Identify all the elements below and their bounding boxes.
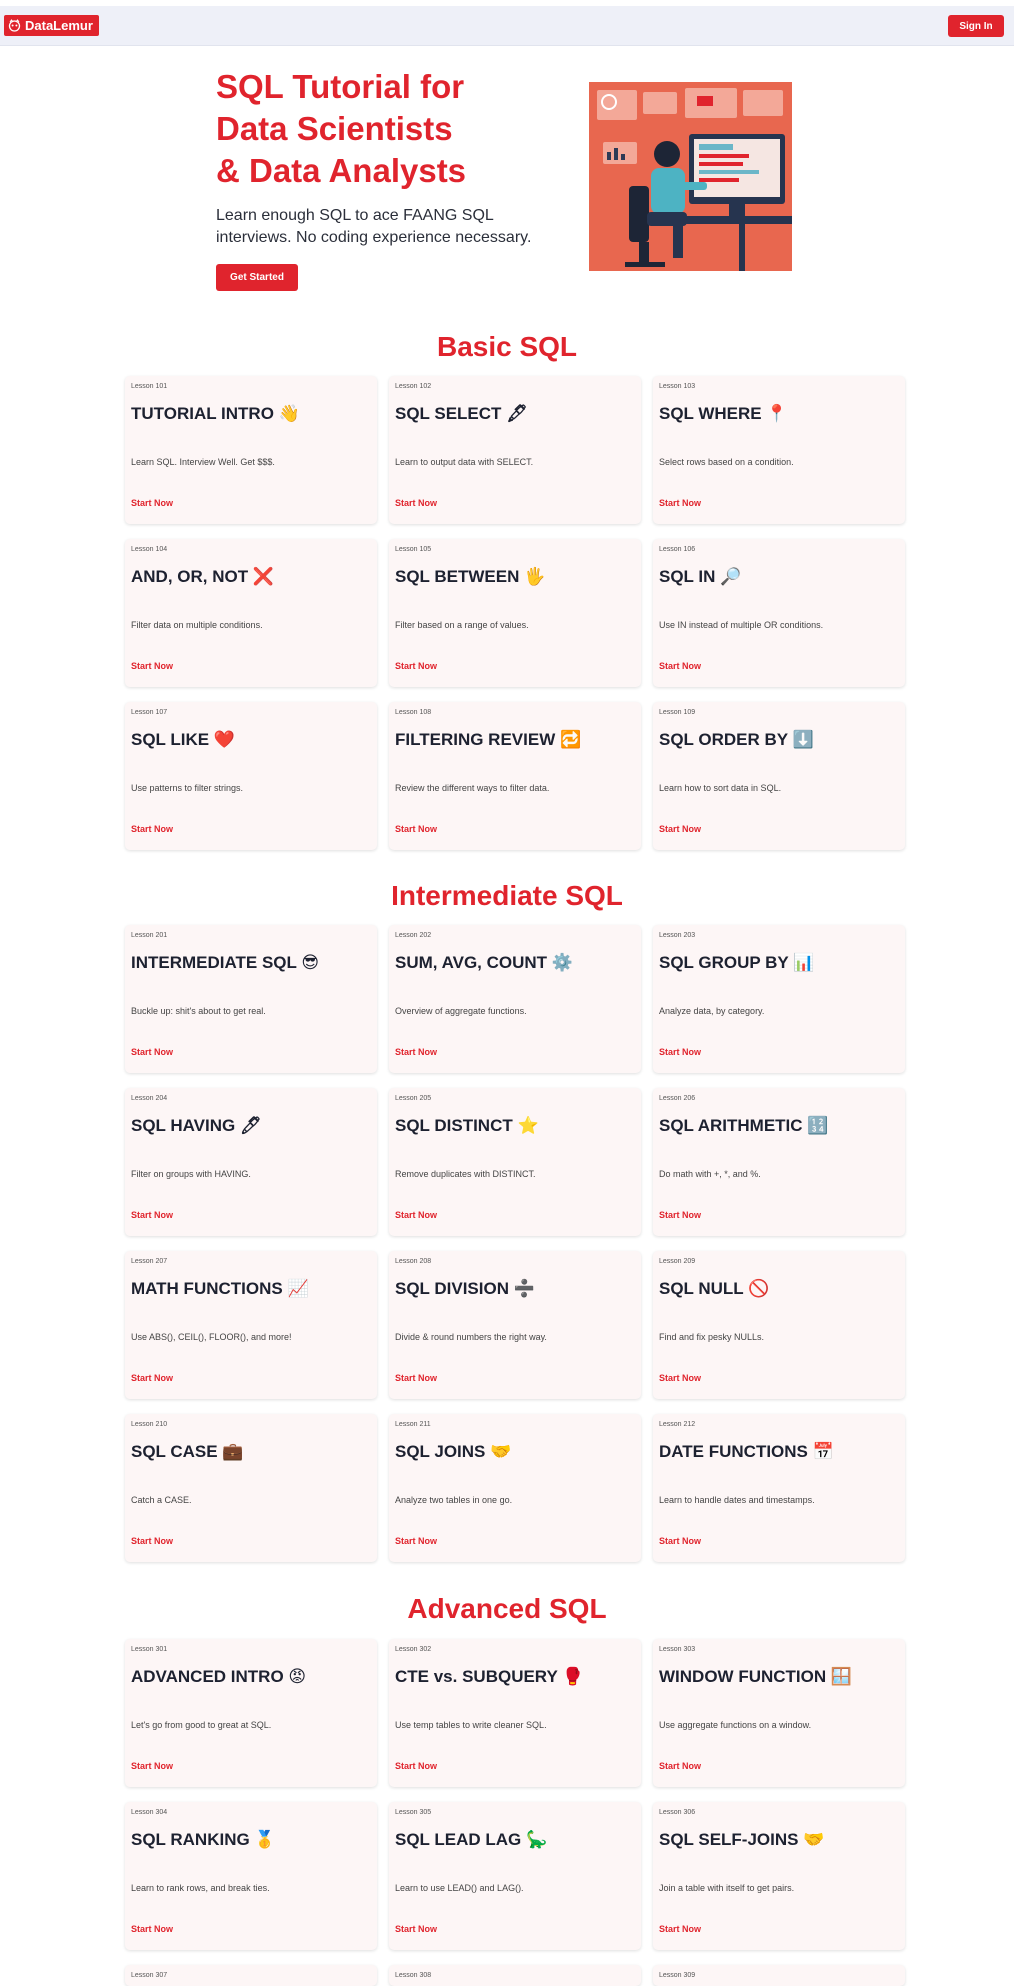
lesson-title: AND, OR, NOT ❌ <box>131 567 274 586</box>
lesson-description: Filter data on multiple conditions. <box>131 620 263 630</box>
lesson-card[interactable] <box>653 376 905 524</box>
start-now-link[interactable]: Start Now <box>659 498 702 508</box>
lesson-title: SQL SELF-JOINS 🤝 <box>659 1830 825 1849</box>
hero-title-line: Data Scientists <box>216 110 453 147</box>
start-now-link[interactable]: Start Now <box>131 1210 174 1220</box>
lemur-icon <box>8 19 21 32</box>
start-now-link[interactable]: Start Now <box>659 1373 702 1383</box>
hero-title-line: & Data Analysts <box>216 152 467 189</box>
lesson-description: Learn to output data with SELECT. <box>395 457 534 467</box>
lesson-card[interactable] <box>389 539 641 687</box>
start-now-link[interactable]: Start Now <box>131 661 174 671</box>
lesson-card[interactable] <box>653 539 905 687</box>
lesson-card[interactable] <box>125 1251 377 1399</box>
lesson-card[interactable] <box>653 1251 905 1399</box>
lesson-card[interactable] <box>125 376 377 524</box>
lesson-description: Join a table with itself to get pairs. <box>659 1883 795 1893</box>
lesson-title: SQL ARITHMETIC 🔢 <box>659 1116 829 1135</box>
lesson-description: Buckle up: shit's about to get real. <box>131 1006 266 1016</box>
start-now-link[interactable]: Start Now <box>131 824 174 834</box>
lesson-number: Lesson 106 <box>659 546 696 553</box>
lesson-title: INTERMEDIATE SQL 😎 <box>131 953 320 972</box>
lesson-number: Lesson 104 <box>131 546 168 553</box>
lesson-card[interactable] <box>125 1965 377 1986</box>
start-now-link[interactable]: Start Now <box>395 498 438 508</box>
lesson-title: SUM, AVG, COUNT ⚙️ <box>395 953 573 972</box>
lesson-number: Lesson 302 <box>395 1646 432 1653</box>
lesson-title: SQL HAVING 🖊 <box>131 1116 262 1135</box>
top-navbar <box>0 6 1014 46</box>
lesson-title: MATH FUNCTIONS 📈 <box>131 1279 309 1298</box>
hero-subtitle-line: Learn enough SQL to ace FAANG SQL <box>216 207 494 224</box>
lesson-description: Use patterns to filter strings. <box>131 783 244 793</box>
section-title-advanced-sql: Advanced SQL <box>407 1593 607 1624</box>
lesson-title: WINDOW FUNCTION 🪟 <box>659 1667 853 1686</box>
sign-in-button[interactable]: Sign In <box>948 15 1004 37</box>
lesson-description: Analyze two tables in one go. <box>395 1495 513 1505</box>
start-now-link[interactable]: Start Now <box>395 824 438 834</box>
lesson-title: SQL WHERE 📍 <box>659 404 788 423</box>
lesson-number: Lesson 308 <box>395 1972 432 1979</box>
lesson-card[interactable] <box>653 1639 905 1787</box>
lesson-number: Lesson 105 <box>395 546 432 553</box>
lesson-description: Catch a CASE. <box>131 1495 192 1505</box>
lesson-description: Find and fix pesky NULLs. <box>659 1332 765 1342</box>
start-now-link[interactable]: Start Now <box>395 1536 438 1546</box>
lesson-card[interactable] <box>125 1414 377 1562</box>
lesson-card[interactable] <box>653 925 905 1073</box>
lesson-description: Analyze data, by category. <box>659 1006 765 1016</box>
lesson-title: TUTORIAL INTRO 👋 <box>131 404 300 423</box>
start-now-link[interactable]: Start Now <box>395 661 438 671</box>
lesson-description: Learn to handle dates and timestamps. <box>659 1495 815 1505</box>
lesson-title: SQL BETWEEN 🖐 <box>395 567 546 586</box>
lesson-description: Learn how to sort data in SQL. <box>659 783 782 793</box>
lesson-title: SQL LEAD LAG 🦕 <box>395 1830 548 1849</box>
lesson-number: Lesson 306 <box>659 1809 696 1816</box>
lesson-card[interactable] <box>125 1088 377 1236</box>
hero-subtitle-line: interviews. No coding experience necessary. <box>216 229 532 246</box>
lesson-card[interactable] <box>653 1965 905 1986</box>
lesson-description: Filter based on a range of values. <box>395 620 529 630</box>
lesson-number: Lesson 207 <box>131 1258 168 1265</box>
lesson-description: Do math with +, *, and %. <box>659 1169 761 1179</box>
lesson-card[interactable] <box>653 1414 905 1562</box>
hero-title-line: SQL Tutorial for <box>216 68 465 105</box>
lesson-title: SQL JOINS 🤝 <box>395 1442 512 1461</box>
start-now-link[interactable]: Start Now <box>131 1924 174 1934</box>
hero-subtitle <box>216 205 576 249</box>
hero-title <box>216 66 546 192</box>
start-now-link[interactable]: Start Now <box>395 1047 438 1057</box>
lesson-card[interactable] <box>389 1639 641 1787</box>
lesson-card[interactable] <box>125 539 377 687</box>
lesson-title: SQL GROUP BY 📊 <box>659 953 815 972</box>
start-now-link[interactable]: Start Now <box>131 1536 174 1546</box>
lesson-card[interactable] <box>389 1965 641 1986</box>
lesson-description: Let's go from good to great at SQL. <box>131 1720 272 1730</box>
lesson-number: Lesson 210 <box>131 1421 168 1428</box>
lesson-description: Learn SQL. Interview Well. Get $$$. <box>131 457 275 467</box>
lesson-number: Lesson 305 <box>395 1809 432 1816</box>
start-now-link[interactable]: Start Now <box>131 1761 174 1771</box>
lesson-number: Lesson 307 <box>131 1972 168 1979</box>
lesson-card[interactable] <box>653 1802 905 1950</box>
lesson-number: Lesson 102 <box>395 383 432 390</box>
lesson-description: Filter on groups with HAVING. <box>131 1169 251 1179</box>
lesson-number: Lesson 203 <box>659 932 696 939</box>
lesson-card[interactable] <box>125 925 377 1073</box>
lesson-description: Remove duplicates with DISTINCT. <box>395 1169 536 1179</box>
lesson-title: SQL ORDER BY ⬇️ <box>659 730 814 749</box>
lesson-title: SQL IN 🔎 <box>659 567 742 586</box>
start-now-link[interactable]: Start Now <box>659 1924 702 1934</box>
lesson-description: Divide & round numbers the right way. <box>395 1332 547 1342</box>
lesson-number: Lesson 204 <box>131 1095 168 1102</box>
lesson-description: Review the different ways to filter data. <box>395 783 550 793</box>
lesson-number: Lesson 211 <box>395 1421 431 1428</box>
lesson-card[interactable] <box>389 376 641 524</box>
start-now-link[interactable]: Start Now <box>131 498 174 508</box>
lesson-card[interactable] <box>389 1802 641 1950</box>
lesson-title: SQL RANKING 🥇 <box>131 1830 276 1849</box>
start-now-link[interactable]: Start Now <box>395 1373 438 1383</box>
lesson-description: Overview of aggregate functions. <box>395 1006 527 1016</box>
lesson-number: Lesson 205 <box>395 1095 432 1102</box>
lesson-number: Lesson 108 <box>395 709 432 716</box>
lesson-card[interactable] <box>389 925 641 1073</box>
start-now-link[interactable]: Start Now <box>659 1536 702 1546</box>
datalemur-logo[interactable] <box>4 15 99 36</box>
lesson-number: Lesson 206 <box>659 1095 696 1102</box>
lesson-number: Lesson 309 <box>659 1972 696 1979</box>
section-title-basic-sql: Basic SQL <box>436 331 578 362</box>
lesson-description: Learn to use LEAD() and LAG(). <box>395 1883 524 1893</box>
lesson-title: SQL CASE 💼 <box>131 1442 244 1461</box>
start-now-link[interactable]: Start Now <box>659 1210 702 1220</box>
lesson-number: Lesson 212 <box>659 1421 696 1428</box>
lesson-number: Lesson 209 <box>659 1258 696 1265</box>
lesson-number: Lesson 202 <box>395 932 432 939</box>
lesson-number: Lesson 301 <box>131 1646 168 1653</box>
lesson-description: Select rows based on a condition. <box>659 457 794 467</box>
lesson-title: DATE FUNCTIONS 📅 <box>659 1442 834 1461</box>
lesson-number: Lesson 303 <box>659 1646 696 1653</box>
lesson-description: Use IN instead of multiple OR conditions. <box>659 620 824 630</box>
start-now-link[interactable]: Start Now <box>659 1047 702 1057</box>
lesson-description: Use ABS(), CEIL(), FLOOR(), and more! <box>131 1332 292 1342</box>
lesson-number: Lesson 101 <box>131 383 168 390</box>
lesson-card[interactable] <box>125 1802 377 1950</box>
lesson-number: Lesson 103 <box>659 383 696 390</box>
lesson-description: Learn to rank rows, and break ties. <box>131 1883 270 1893</box>
logo-text: DataLemur <box>25 18 93 33</box>
lesson-title: SQL LIKE ❤️ <box>131 730 235 749</box>
lesson-title: SQL NULL 🚫 <box>659 1279 770 1298</box>
lesson-title: SQL SELECT 🖋 <box>395 404 528 423</box>
lesson-card[interactable] <box>389 1414 641 1562</box>
section-title-intermediate-sql: Intermediate SQL <box>391 880 623 911</box>
start-now-link[interactable]: Start Now <box>659 661 702 671</box>
lesson-card[interactable] <box>653 1088 905 1236</box>
lesson-title: SQL DISTINCT ⭐ <box>395 1116 539 1135</box>
lesson-card[interactable] <box>125 702 377 850</box>
lesson-description: Use temp tables to write cleaner SQL. <box>395 1720 547 1730</box>
lesson-description: Use aggregate functions on a window. <box>659 1720 812 1730</box>
start-now-link[interactable]: Start Now <box>395 1761 438 1771</box>
start-now-link[interactable]: Start Now <box>395 1924 438 1934</box>
lesson-number: Lesson 208 <box>395 1258 432 1265</box>
start-now-link[interactable]: Start Now <box>659 824 702 834</box>
lesson-card[interactable] <box>389 702 641 850</box>
lesson-title: ADVANCED INTRO 😡 <box>131 1667 307 1686</box>
lesson-number: Lesson 201 <box>131 932 168 939</box>
lesson-number: Lesson 304 <box>131 1809 168 1816</box>
start-now-link[interactable]: Start Now <box>395 1210 438 1220</box>
lesson-title: CTE vs. SUBQUERY 🥊 <box>395 1667 584 1686</box>
lesson-number: Lesson 107 <box>131 709 168 716</box>
lesson-card[interactable] <box>125 1639 377 1787</box>
lesson-title: FILTERING REVIEW 🔁 <box>395 730 582 749</box>
lesson-card[interactable] <box>389 1251 641 1399</box>
hero-illustration <box>589 82 792 271</box>
lesson-number: Lesson 109 <box>659 709 696 716</box>
lesson-title: SQL DIVISION ➗ <box>395 1279 535 1298</box>
lesson-card[interactable] <box>653 702 905 850</box>
lesson-card[interactable] <box>389 1088 641 1236</box>
start-now-link[interactable]: Start Now <box>131 1047 174 1057</box>
start-now-link[interactable]: Start Now <box>131 1373 174 1383</box>
start-now-link[interactable]: Start Now <box>659 1761 702 1771</box>
get-started-button[interactable]: Get Started <box>216 264 298 291</box>
